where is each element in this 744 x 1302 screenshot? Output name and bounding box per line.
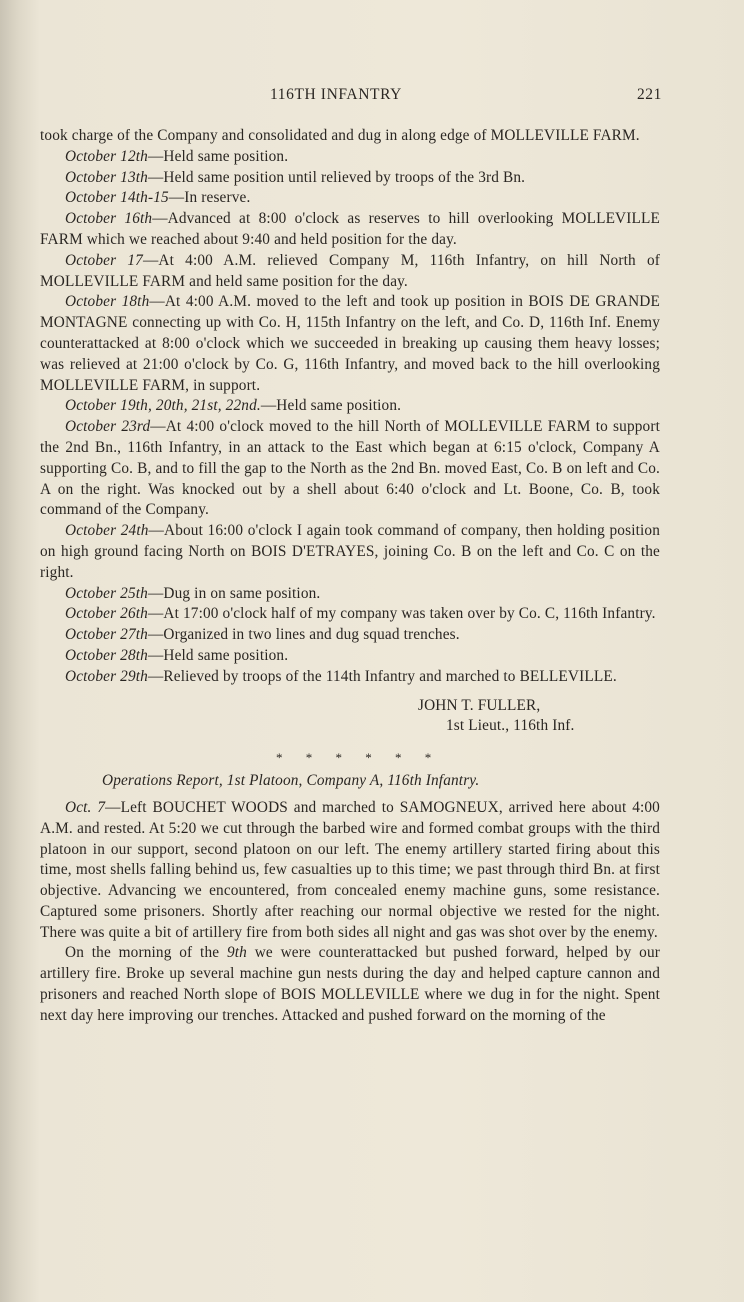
entry-text: —In reserve. [168,189,251,207]
entry-text: —Held same position until relieved by troops of the 3rd Bn. [147,168,526,186]
entry-date: October 13th [65,168,148,186]
entry-text: —Organized in two lines and dug squad trenches. [147,626,460,644]
diary-entry [40,147,660,168]
page-header [40,86,662,106]
entry-date: October 28th [65,646,148,664]
diary-entry [40,168,660,189]
diary-entry [40,188,660,209]
diary-entry [40,625,660,646]
entry-text: —Advanced at 8:00 o'clock as reserves to hill overlooking MOLLEVILLE FARM which we reached about 9:40 and held position for the day. [40,210,660,248]
diary-entry [40,292,660,396]
diary-entry [40,604,660,625]
entry-date: October 19th, 20th, 21st, 22nd. [65,397,261,415]
entry-date: October 18th [65,293,150,311]
signature-block [40,696,660,738]
entry-date: 9th [226,944,247,962]
paragraph-continuation [40,126,660,147]
entry-date: October 16th [65,210,153,228]
page-number: 221 [636,86,662,103]
paragraph-text: took charge of the Company and consolidated and dug in along edge of MOLLEVILLE FARM. [40,127,640,144]
running-head: 116TH INFANTRY [270,86,402,103]
entry-date: October 27th [65,626,148,644]
entry-text: —Dug in on same position. [147,584,321,602]
report-paragraph [40,798,660,944]
section-separator: * * * * * * [276,750,442,766]
diary-entry [40,417,660,521]
entry-text: —About 16:00 o'clock I again took command of company, then holding position on high ground facing North on BOIS D'ETRAYES, joining Co. B on the left and Co. C on the right. [40,522,660,581]
entry-date: October 12th [65,147,148,165]
entry-text: —At 17:00 o'clock half of my company was taken over by Co. C, 116th Infantry. [147,605,656,623]
diary-entry [40,209,660,251]
entry-date: Oct. 7 [65,798,106,816]
signature-rank: 1st Lieut., 116th Inf. [446,717,575,735]
entry-text: —At 4:00 A.M. relieved Company M, 116th Infantry, on hill North of MOLLEVILLE FARM and held same position for the day. [40,251,660,290]
entry-date: October 23rd [65,418,151,436]
entry-date: October 24th [65,522,149,540]
entry-text-pre: On the morning of the [65,944,227,962]
entry-text: —Held same position. [147,147,289,165]
entry-text: —Relieved by troops of the 114th Infantry and marched to BELLEVILLE. [147,667,617,685]
entry-text: we were counterattacked but pushed forward, helped by our artillery fire. Broke up several machine gun nests during the day and helped capture cannon and prisoners and reached North slope of BOIS MOLLEVILLE where we dug in for the night. Spent next day here improving our trenches. Attacked and pushed forward on the morning of the [40,944,660,1024]
report-paragraph [40,943,660,1026]
diary-entry [40,646,660,667]
entry-date: October 14th-15 [65,189,169,207]
page-body [40,126,660,1027]
entry-date: October 26th [65,605,148,623]
report-title: Operations Report, 1st Platoon, Company A, 116th Infantry. [102,772,480,790]
entry-date: October 17 [65,251,143,269]
diary-entry [40,396,660,417]
diary-entry [40,584,660,605]
entry-text: —Left BOUCHET WOODS and marched to SAMOGNEUX, arrived here about 4:00 A.M. and rested. At 5:20 we cut through the barbed wire and formed combat groups with the third platoon in our support, second platoon on our left. The enemy artillery started firing about this time, most shells falling behind us, few casualties up to this time; we past through third Bn. at first objective. Advancing we encountered, from concealed enemy machine guns, some resistance. Captured some prisoners. Shortly after reaching our normal objective we rested for the night. There was quite a bit of artillery fire from both sides all night and gas was shot over by the enemy. [40,798,660,941]
entry-text: —At 4:00 A.M. moved to the left and took up position in BOIS DE GRANDE MONTAGNE connecting up with Co. H, 115th Infantry on the left, and Co. D, 116th Inf. Enemy counterattacked at 8:00 o'clock which we succeeded in breaking up causing them heavy losses; was relieved at 21:00 o'clock by Co. G, 116th Infantry, and moved back to the hill overlooking MOLLEVILLE FARM, in support. [40,293,660,394]
entry-text: —At 4:00 o'clock moved to the hill North of MOLLEVILLE FARM to support the 2nd Bn., 116th Infantry, in an attack to the East which began at 6:15 o'clock, Company A supporting Co. B, and to fill the gap to the North as the 2nd Bn. moved East, Co. B on left and Co. A on the right. Was knocked out by a shell about 6:40 o'clock and Lt. Boone, Co. B, took command of the Company. [40,418,660,519]
entry-date: October 25th [65,584,148,602]
diary-entry [40,251,660,293]
signature-name: JOHN T. FULLER, [418,696,541,714]
entry-text: —Held same position. [147,646,289,664]
entry-date: October 29th [65,667,148,685]
entry-text: —Held same position. [260,397,402,415]
diary-entry [40,667,660,688]
diary-entry [40,521,660,583]
